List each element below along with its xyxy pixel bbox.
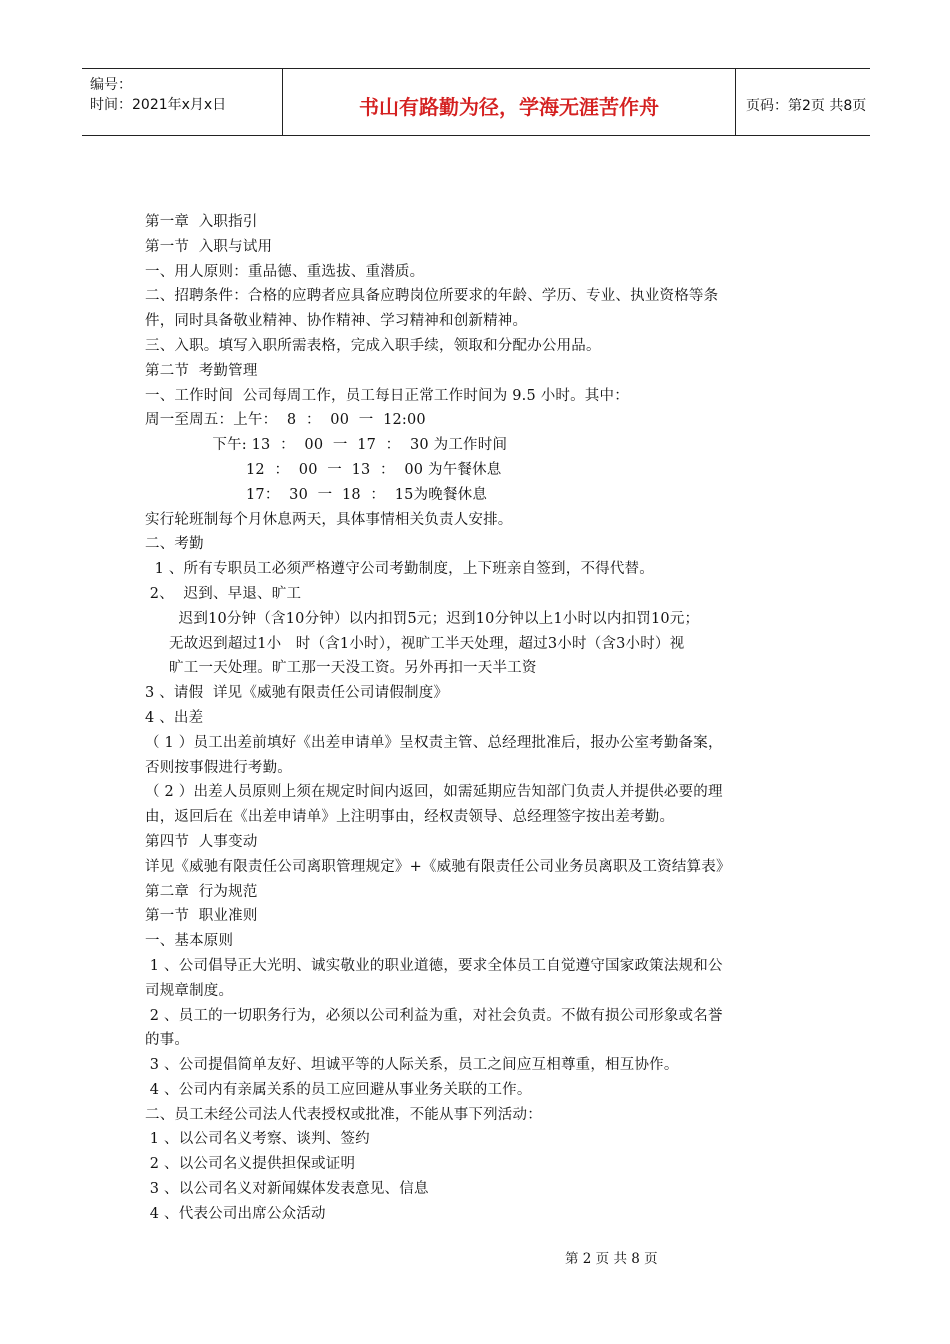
- body-line: 1 、以公司名义考察、谈判、签约: [145, 1131, 370, 1148]
- body-line: 17： 30 一 18 ： 15为晚餐休息: [145, 486, 488, 503]
- body-line: 第四节 人事变动: [145, 833, 258, 850]
- body-line: 2 、员工的一切职务行为，必须以公司利益为重，对社会负责。不做有损公司形象或名誉: [145, 1007, 723, 1024]
- body-line: 件，同时具备敬业精神、协作精神、学习精神和创新精神。: [145, 313, 528, 330]
- body-line: 第二章 行为规范: [145, 883, 258, 900]
- body-line: 第二节 考勤管理: [145, 362, 258, 379]
- header-page-info: 页码：第2页 共8页: [746, 98, 867, 114]
- body-line: 一、基本原则: [145, 933, 234, 950]
- body-line: 3 、请假 详见《威驰有限责任公司请假制度》: [145, 685, 449, 702]
- body-line: 周一至周五：上午： 8 ： 00 一 12:00: [145, 412, 426, 429]
- body-line: 详见《威驰有限责任公司离职管理规定》+《威驰有限责任公司业务员离职及工资结算表》: [145, 858, 731, 875]
- body-line: 旷工一天处理。旷工那一天没工资。另外再扣一天半工资: [145, 660, 537, 677]
- document-body: [145, 210, 825, 1227]
- body-line: 第一节 职业准则: [145, 908, 258, 925]
- body-line: 否则按事假进行考勤。: [145, 759, 292, 776]
- body-line: 实行轮班制每个月休息两天，具体事情相关负责人安排。: [145, 511, 513, 528]
- page-header: [82, 68, 870, 136]
- body-line: 二、考勤: [145, 536, 204, 553]
- body-line: 第一章 入职指引: [145, 214, 258, 230]
- header-left-cell: [82, 69, 283, 135]
- body-line: 一、用人原则：重品德、重选拔、重潜质。: [145, 263, 425, 280]
- body-line: 1 、所有专职员工必须严格遵守公司考勤制度，上下班亲自签到，不得代替。: [145, 561, 654, 578]
- body-line: 无故迟到超过1小 时（含1小时），视旷工半天处理，超过3小时（含3小时）视: [145, 635, 685, 652]
- body-line: （ 1 ）员工出差前填好《出差申请单》呈权责主管、总经理批准后，报办公室考勤备案，: [145, 734, 723, 751]
- body-line: 司规章制度。: [145, 982, 234, 999]
- page-footer: 第 2 页 共 8 页: [565, 1251, 658, 1267]
- document-number-label: 编号：: [90, 77, 132, 93]
- body-line: 由，返回后在《出差申请单》上注明事由，经权责领导、总经理签字按出差考勤。: [145, 809, 675, 826]
- body-line: 二、招聘条件：合格的应聘者应具备应聘岗位所要求的年龄、学历、专业、执业资格等条: [145, 288, 719, 305]
- body-line: 迟到10分钟（含10分钟）以内扣罚5元；迟到10分钟以上1小时以内扣罚10元；: [145, 610, 700, 627]
- body-line: 12 ： 00 一 13 ： 00 为午餐休息: [145, 461, 502, 478]
- body-line: 三、入职。填写入职所需表格，完成入职手续，领取和分配办公用品。: [145, 337, 601, 354]
- document-date-label: 时间：2021年x月x日: [90, 97, 227, 113]
- body-line: 4 、代表公司出席公众活动: [145, 1205, 326, 1222]
- header-motto: 书山有路勤为径，学海无涯苦作舟: [283, 69, 736, 135]
- body-line: 4 、公司内有亲属关系的员工应回避从事业务关联的工作。: [145, 1081, 532, 1098]
- body-line: 3 、公司提倡简单友好、坦诚平等的人际关系，员工之间应互相尊重，相互协作。: [145, 1057, 679, 1074]
- body-line: 2、 迟到、早退、旷工: [145, 585, 302, 602]
- body-line: 二、员工未经公司法人代表授权或批准，不能从事下列活动：: [145, 1106, 542, 1123]
- body-line: 一、工作时间 公司每周工作，员工每日正常工作时间为 9.5 小时。其中：: [145, 387, 629, 404]
- body-line: （ 2 ）出差人员原则上须在规定时间内返回，如需延期应告知部门负责人并提供必要的理: [145, 784, 723, 801]
- body-line: 第一节 入职与试用: [145, 238, 273, 255]
- body-line: 的事。: [145, 1032, 190, 1049]
- body-line: 3 、以公司名义对新闻媒体发表意见、信息: [145, 1181, 429, 1198]
- body-line: 2 、以公司名义提供担保或证明: [145, 1156, 356, 1173]
- body-line: 1 、公司倡导正大光明、诚实敬业的职业道德，要求全体员工自觉遵守国家政策法规和公: [145, 957, 723, 974]
- body-line: 4 、出差: [145, 709, 204, 726]
- body-line: 下午: 13 ： 00 一 17 ： 30 为工作时间: [145, 437, 508, 454]
